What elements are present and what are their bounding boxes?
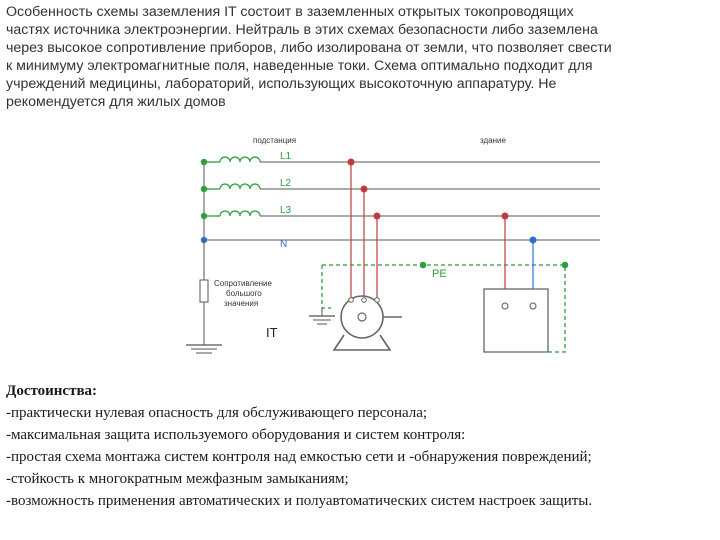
system-label-it: IT [266,325,278,340]
advantage-item: -практически нулевая опасность для обслуживающего персонала; [6,405,428,421]
intro-line: к минимуму электромагнитные поля, наведенные токи. Схема оптимально подходит для [6,58,593,74]
intro-line: учреждений медицины, лабораторий, использующих высокоточную аппаратуру. Не [6,76,557,92]
substation-label: подстанция [253,136,297,145]
advantage-item: -возможность применения автоматических и полуавтоматических систем настроек защиты. [6,493,593,509]
advantage-item: -стойкость к многократным межфазным замыканиям; [6,471,349,487]
building-label: здание [480,136,506,145]
node-l2 [201,186,207,192]
pe-label: PE [432,268,447,280]
it-earthing-diagram [0,130,720,375]
advantages-section [6,380,716,512]
coil-l3 [220,211,260,216]
line-l2 [201,178,600,192]
intro-line: частях источника электроэнергии. Нейтраль в этих схемах безопасности либо заземлена [6,22,598,38]
line-l1 [201,151,600,165]
label-n: N [280,239,288,250]
line-l3 [201,205,600,219]
node-l3 [201,213,207,219]
label-l3: L3 [280,205,292,216]
resistor-label-line: большого [226,289,262,298]
label-l1: L1 [280,151,292,162]
coil-l1 [220,157,260,162]
advantage-item: -максимальная защита используемого оборудования и систем контроля: [6,427,466,443]
advantage-item: -простая схема монтажа систем контроля над емкостью сети и -обнаружения повреждений; [6,449,592,465]
intro-line: рекомендуется для жилых домов [6,94,226,110]
label-l2: L2 [280,178,292,189]
pe-node [562,262,569,269]
line-n [201,237,600,250]
resistor-label-line: значения [224,299,259,308]
resistor [200,280,208,302]
intro-paragraph [6,3,714,111]
load-box-icon [484,213,548,353]
coil-l2 [220,184,260,189]
resistor-label-line: Сопротивление [214,279,272,288]
node-l1 [201,159,207,165]
pe-node [420,262,427,269]
motor-feeders [348,159,381,299]
motor-icon [334,296,402,350]
advantages-title: Достоинства: [6,383,98,399]
intro-line: Особенность схемы заземления IT состоит в заземленных открытых токопроводящих [6,4,574,20]
high-resistance-earthing [186,240,272,353]
intro-line: через высокое сопротивление приборов, либо изолирована от земли, что позволяет свести [6,40,612,56]
